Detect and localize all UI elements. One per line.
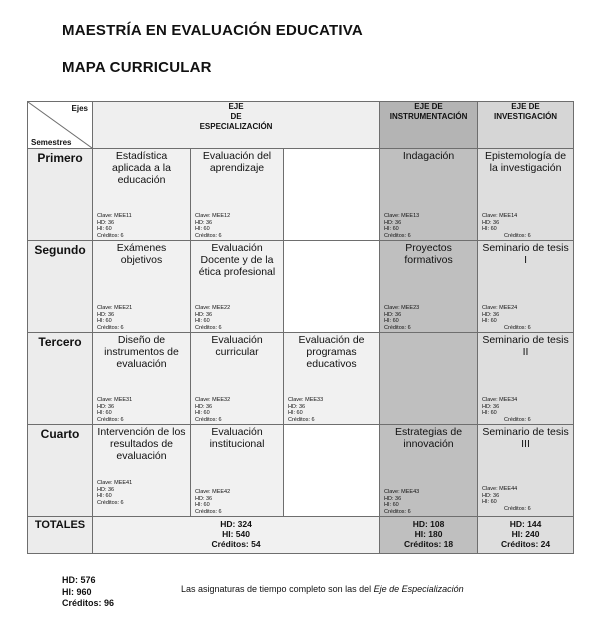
course-cell — [478, 333, 574, 425]
footnote: Las asignaturas de tiempo completo son las del Eje de Especialización — [181, 584, 464, 594]
course-info: Clave: MEE41 HD: 36 HI: 60 Créditos: 6 — [97, 480, 133, 506]
course-info: Clave: MEE33 HD: 36 HI: 60 Créditos: 6 — [288, 397, 324, 423]
semester-label: Segundo — [28, 241, 93, 333]
course-cell — [284, 333, 380, 425]
semester-row-primero — [28, 149, 574, 241]
course-cell — [191, 425, 284, 517]
course-name: Evaluación curricular — [211, 334, 263, 358]
semester-label: Tercero — [28, 333, 93, 425]
course-info: Clave: MEE14 HD: 36 HI: 60 Créditos: 6 — [482, 213, 531, 239]
course-cell — [478, 425, 574, 517]
grand-total-hd: HD: 576 — [62, 575, 96, 585]
course-cell — [191, 333, 284, 425]
course-info: Clave: MEE43 HD: 36 HI: 60 Créditos: 6 — [384, 489, 420, 515]
empty-cell — [380, 333, 478, 425]
totals-label: TOTALES — [28, 517, 93, 554]
course-name: Estrategias de innovación — [394, 426, 463, 450]
totals-especializacion: HD: 324 HI: 540 Créditos: 54 — [93, 517, 380, 554]
course-name: Seminario de tesis I — [482, 242, 569, 266]
header-instrumentacion: EJE DE INSTRUMENTACIÓN — [380, 102, 478, 149]
empty-cell — [284, 149, 380, 241]
course-cell — [191, 241, 284, 333]
course-name: Indagación — [402, 150, 455, 162]
course-cell — [93, 333, 191, 425]
course-name: Epistemología de la investigación — [484, 150, 567, 174]
course-cell — [191, 149, 284, 241]
semester-label: Cuarto — [28, 425, 93, 517]
course-info: Clave: MEE32 HD: 36 HI: 60 Créditos: 6 — [195, 397, 231, 423]
course-cell — [93, 425, 191, 517]
empty-cell — [284, 241, 380, 333]
grand-total-creditos: Créditos: 96 — [62, 598, 115, 608]
course-name: Intervención de los resultados de evaluación — [97, 426, 186, 462]
course-info: Clave: MEE44 HD: 36 HI: 60 Créditos: 6 — [482, 486, 531, 512]
course-name: Evaluación Docente y de la ética profesional — [198, 242, 276, 278]
semester-row-cuarto — [28, 425, 574, 517]
course-cell — [380, 241, 478, 333]
course-info: Clave: MEE13 HD: 36 HI: 60 Créditos: 6 — [384, 213, 420, 239]
page-title: MAESTRÍA EN EVALUACIÓN EDUCATIVA — [62, 22, 363, 39]
page-subtitle: MAPA CURRICULAR — [62, 59, 212, 76]
curriculum-table — [27, 101, 574, 554]
corner-cell — [28, 102, 93, 149]
course-info: Clave: MEE42 HD: 36 HI: 60 Créditos: 6 — [195, 489, 231, 515]
totals-investigacion: HD: 144 HI: 240 Créditos: 24 — [478, 517, 574, 554]
grand-total-hi: HI: 960 — [62, 586, 92, 597]
semester-row-segundo — [28, 241, 574, 333]
course-name: Evaluación del aprendizaje — [202, 150, 272, 174]
corner-ejes-label: Ejes — [71, 104, 88, 113]
totals-row — [28, 517, 574, 554]
course-info: Clave: MEE34 HD: 36 HI: 60 Créditos: 6 — [482, 397, 531, 423]
course-info: Clave: MEE21 HD: 36 HI: 60 Créditos: 6 — [97, 305, 133, 331]
course-name: Estadística aplicada a la educación — [112, 150, 171, 186]
course-info: Clave: MEE11 HD: 36 HI: 60 Créditos: 6 — [97, 213, 132, 239]
semester-label: Primero — [28, 149, 93, 241]
course-cell — [380, 149, 478, 241]
course-name: Exámenes objetivos — [116, 242, 167, 266]
course-name: Evaluación institucional — [209, 426, 265, 450]
course-name: Proyectos formativos — [404, 242, 453, 266]
course-name: Diseño de instrumentos de evaluación — [104, 334, 179, 370]
course-cell — [380, 425, 478, 517]
course-info: Clave: MEE22 HD: 36 HI: 60 Créditos: 6 — [195, 305, 231, 331]
course-cell — [93, 241, 191, 333]
course-cell — [93, 149, 191, 241]
course-info: Clave: MEE12 HD: 36 HI: 60 Créditos: 6 — [195, 213, 231, 239]
header-especializacion: EJE DE ESPECIALIZACIÓN — [93, 102, 380, 149]
course-name: Seminario de tesis III — [482, 426, 569, 450]
course-cell — [478, 149, 574, 241]
footnote-emphasis: Eje de Especialización — [373, 584, 464, 594]
header-investigacion: EJE DE INVESTIGACIÓN — [478, 102, 574, 149]
course-info: Clave: MEE24 HD: 36 HI: 60 Créditos: 6 — [482, 305, 531, 331]
header-row — [28, 102, 574, 149]
grand-totals — [62, 575, 114, 610]
course-info: Clave: MEE31 HD: 36 HI: 60 Créditos: 6 — [97, 397, 133, 423]
totals-instrumentacion: HD: 108 HI: 180 Créditos: 18 — [380, 517, 478, 554]
semester-row-tercero — [28, 333, 574, 425]
course-name: Evaluación de programas educativos — [298, 334, 365, 370]
course-name: Seminario de tesis II — [482, 334, 569, 358]
course-cell — [478, 241, 574, 333]
course-info: Clave: MEE23 HD: 36 HI: 60 Créditos: 6 — [384, 305, 420, 331]
empty-cell — [284, 425, 380, 517]
corner-semestres-label: Semestres — [31, 138, 72, 147]
